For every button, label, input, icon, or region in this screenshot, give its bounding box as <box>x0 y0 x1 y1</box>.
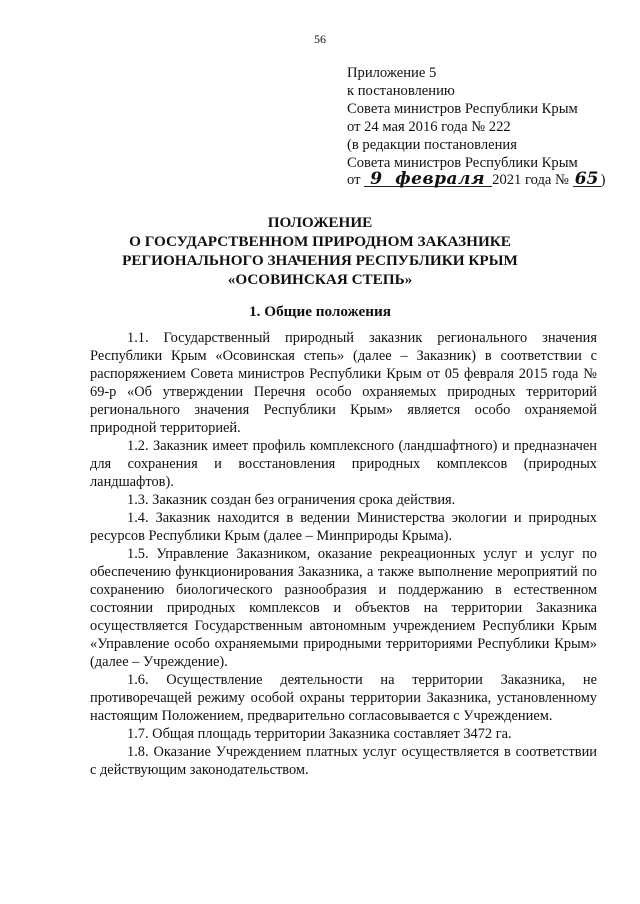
header-line: Приложение 5 <box>347 65 437 81</box>
title-line: ПОЛОЖЕНИЕ <box>267 214 373 231</box>
handwritten-number: 65 <box>573 172 601 187</box>
paragraph: 1.4. Заказник находится в ведении Министерства экологии и природных ресурсов Республики Крым (далее – Минприроды Крыма). <box>90 510 597 544</box>
header-line: к постановлению <box>347 82 455 99</box>
appendix-header <box>347 65 607 190</box>
date-suffix: ) <box>600 172 606 189</box>
paragraph: 1.2. Заказник имеет профиль комплексного (ландшафтного) и предназначен для сохранения и восстановления природных комплексов (природных ландшафтов). <box>90 438 597 490</box>
paragraph: 1.1. Государственный природный заказник регионального значения Республики Крым «Осовинская степь» (далее – Заказник) в соответствии с распоряжением Совета министров Республики Крым от 05 февраля 2015 года № 69-р «Об утверждении Перечня особо охраняемых природных территорий регионального значения Республики Крым» является особо охраняемой природной территорией. <box>90 330 597 436</box>
section-heading: 1. Общие положения <box>249 303 391 320</box>
paragraph: 1.5. Управление Заказником, оказание рекреационных услуг и услуг по обеспечению функционирования Заказника, а также выполнение мероприятий по сохранению биологического разнообразия и поддержанию в естественном состоянии природных комплексов и объектов на территории Заказника осуществляется Государственным автономным учреждением Республики Крым «Управление особо охраняемыми природными территориями Республики Крым» (далее – Учреждение). <box>90 546 597 670</box>
header-line: от 24 мая 2016 года № 222 <box>347 118 511 135</box>
header-date-line <box>347 169 607 190</box>
title-line: РЕГИОНАЛЬНОГО ЗНАЧЕНИЯ РЕСПУБЛИКИ КРЫМ <box>122 252 518 269</box>
header-line: Совета министров Республики Крым <box>347 154 578 171</box>
paragraph: 1.3. Заказник создан без ограничения срока действия. <box>127 492 456 508</box>
page-number: 56 <box>314 32 326 46</box>
title-line: «ОСОВИНСКАЯ СТЕПЬ» <box>227 271 413 288</box>
date-prefix: от <box>347 172 361 189</box>
paragraph: 1.7. Общая площадь территории Заказника составляет 3472 га. <box>127 726 512 742</box>
paragraph: 1.6. Осуществление деятельности на территории Заказника, не противоречащей режиму особой охраны территории Заказника, установленному настоящим Положением, предварительно согласовывается с Учреждением. <box>90 672 597 724</box>
paragraph: 1.8. Оказание Учреждением платных услуг осуществляется в соответствии с действующим законодательством. <box>90 744 597 778</box>
title-line: О ГОСУДАРСТВЕННОМ ПРИРОДНОМ ЗАКАЗНИКЕ <box>129 233 511 250</box>
handwritten-month: февраля <box>388 172 492 187</box>
date-year-text: 2021 года № <box>492 172 569 189</box>
handwritten-day: 9 <box>364 172 388 187</box>
header-line: (в редакции постановления <box>347 136 517 153</box>
header-line: Совета министров Республики Крым <box>347 100 578 117</box>
document-body <box>90 329 597 779</box>
document-title <box>40 213 600 289</box>
